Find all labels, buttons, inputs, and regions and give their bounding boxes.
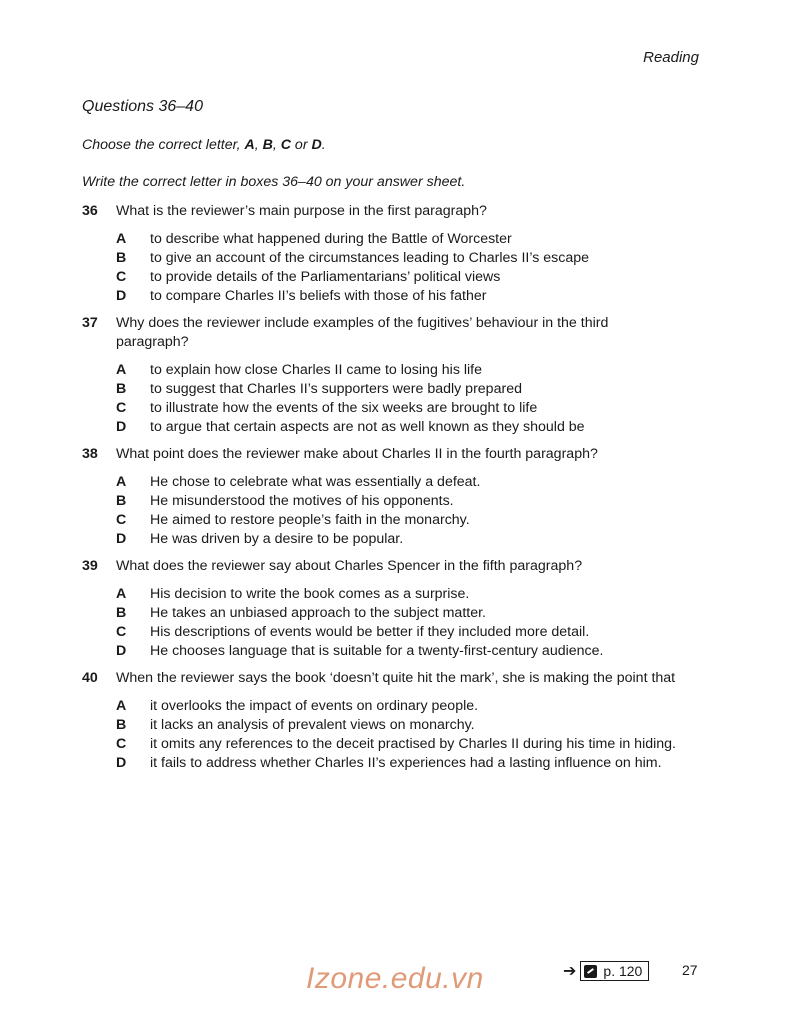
question-text: When the reviewer says the book ‘doesn’t quite hit the mark’, she is making the point that xyxy=(116,670,676,686)
question-number: 37 xyxy=(82,315,98,331)
option-text: it fails to address whether Charles II’s experiences had a lasting influence on him. xyxy=(150,755,662,771)
option-letter: A xyxy=(116,586,127,602)
option-b xyxy=(116,380,682,399)
option-a xyxy=(116,473,682,492)
option-c xyxy=(116,511,682,530)
question-list xyxy=(82,202,682,781)
option-text: it lacks an analysis of prevalent views on monarchy. xyxy=(150,717,475,733)
option-text: to argue that certain aspects are not as well known as they should be xyxy=(150,419,585,435)
option-text: it omits any references to the deceit practised by Charles II during his time in hiding. xyxy=(150,736,676,752)
option-letter: C xyxy=(116,400,127,416)
question-number: 38 xyxy=(82,446,98,462)
options xyxy=(82,585,682,661)
options xyxy=(82,473,682,549)
instruction-choose: Choose the correct letter, A, B, C or D. xyxy=(82,137,326,153)
options xyxy=(82,230,682,306)
option-letter: A xyxy=(116,474,127,490)
letter-a: A xyxy=(244,137,255,153)
question-40 xyxy=(82,669,682,773)
option-letter: A xyxy=(116,231,127,247)
option-text: to describe what happened during the Battle of Worcester xyxy=(150,231,512,247)
question-number: 39 xyxy=(82,558,98,574)
option-d xyxy=(116,754,682,773)
option-letter: B xyxy=(116,493,127,509)
question-text: What does the reviewer say about Charles Spencer in the fifth paragraph? xyxy=(116,558,583,574)
option-text: to compare Charles II’s beliefs with those of his father xyxy=(150,288,487,304)
option-text: He misunderstood the motives of his opponents. xyxy=(150,493,454,509)
question-number: 36 xyxy=(82,203,98,219)
option-text: He takes an unbiased approach to the subject matter. xyxy=(150,605,486,621)
option-a xyxy=(116,697,682,716)
reference-page: p. 120 xyxy=(603,963,643,979)
option-text: to suggest that Charles II’s supporters were badly prepared xyxy=(150,381,522,397)
option-letter: B xyxy=(116,250,127,266)
option-d xyxy=(116,287,682,306)
question-number: 40 xyxy=(82,670,98,686)
option-text: to explain how close Charles II came to losing his life xyxy=(150,362,482,378)
watermark: Izone.edu.vn xyxy=(306,962,484,995)
option-text: to illustrate how the events of the six weeks are brought to life xyxy=(150,400,538,416)
questions-heading: Questions 36–40 xyxy=(82,98,203,115)
option-letter: C xyxy=(116,512,127,528)
section-label: Reading xyxy=(643,49,699,66)
option-a xyxy=(116,585,682,604)
question-37 xyxy=(82,314,682,437)
option-letter: D xyxy=(116,531,127,547)
page-number: 27 xyxy=(682,962,698,978)
option-d xyxy=(116,642,682,661)
question-38 xyxy=(82,445,682,549)
option-a xyxy=(116,361,682,380)
option-text: to give an account of the circumstances leading to Charles II’s escape xyxy=(150,250,590,266)
question-39 xyxy=(82,557,682,661)
option-text: to provide details of the Parliamentarians’ political views xyxy=(150,269,501,285)
letter-c: C xyxy=(280,137,291,153)
option-c xyxy=(116,623,682,642)
option-letter: C xyxy=(116,736,127,752)
option-b xyxy=(116,249,682,268)
option-letter: B xyxy=(116,717,127,733)
question-text: What point does the reviewer make about Charles II in the fourth paragraph? xyxy=(116,446,598,462)
option-a xyxy=(116,230,682,249)
option-b xyxy=(116,716,682,735)
option-letter: C xyxy=(116,624,127,640)
instruction-write: Write the correct letter in boxes 36–40 on your answer sheet. xyxy=(82,174,466,190)
option-text: it overlooks the impact of events on ordinary people. xyxy=(150,698,479,714)
letter-b: B xyxy=(262,137,273,153)
option-text: His decision to write the book comes as a surprise. xyxy=(150,586,470,602)
option-d xyxy=(116,418,682,437)
options xyxy=(82,361,682,437)
letter-d: D xyxy=(311,137,322,153)
option-d xyxy=(116,530,682,549)
option-letter: B xyxy=(116,381,127,397)
arrow-right-icon: ➔ xyxy=(563,963,577,980)
option-b xyxy=(116,492,682,511)
reference-box xyxy=(580,961,649,981)
option-letter: C xyxy=(116,269,127,285)
option-c xyxy=(116,268,682,287)
option-c xyxy=(116,735,682,754)
option-letter: D xyxy=(116,643,127,659)
option-text: He was driven by a desire to be popular. xyxy=(150,531,404,547)
option-letter: D xyxy=(116,288,127,304)
question-36 xyxy=(82,202,682,306)
answer-key-icon xyxy=(584,965,597,978)
option-letter: B xyxy=(116,605,127,621)
option-text: He chooses language that is suitable for a twenty-first-century audience. xyxy=(150,643,604,659)
option-letter: A xyxy=(116,698,127,714)
option-letter: D xyxy=(116,419,127,435)
options xyxy=(82,697,682,773)
option-text: He chose to celebrate what was essentially a defeat. xyxy=(150,474,481,490)
option-text: He aimed to restore people’s faith in the monarchy. xyxy=(150,512,470,528)
option-text: His descriptions of events would be better if they included more detail. xyxy=(150,624,590,640)
option-letter: D xyxy=(116,755,127,771)
option-c xyxy=(116,399,682,418)
option-letter: A xyxy=(116,362,127,378)
answer-key-reference[interactable] xyxy=(563,961,649,981)
question-text: What is the reviewer’s main purpose in the first paragraph? xyxy=(116,203,487,219)
option-b xyxy=(116,604,682,623)
question-text: Why does the reviewer include examples of the fugitives’ behaviour in the third paragraph? xyxy=(116,315,609,350)
